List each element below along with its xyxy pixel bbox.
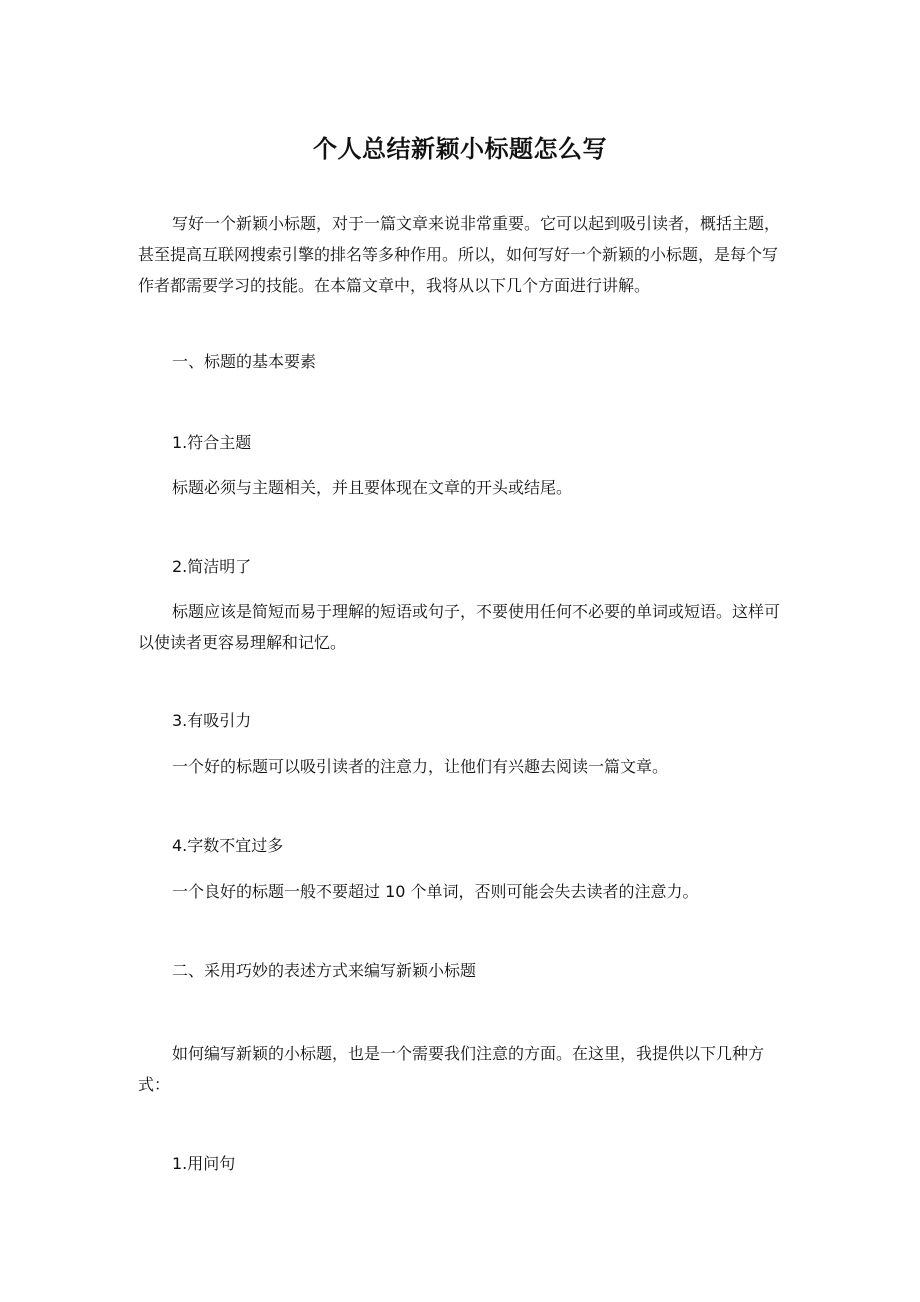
paragraph-2-intro: 如何编写新颖的小标题，也是一个需要我们注意的方面。在这里，我提供以下几种方式： (138, 1044, 765, 1094)
subheading-1-4: 4.字数不宜过多 (172, 836, 284, 855)
paragraph-1-2: 标题应该是简短而易于理解的短语或句子，不要使用任何不必要的单词或短语。这样可以使读者更容易理解和记忆。 (138, 602, 781, 652)
document-title: 个人总结新颖小标题怎么写 (313, 135, 607, 163)
subheading-1-2: 2.简洁明了 (172, 557, 252, 576)
section-heading-1: 一、标题的基本要素 (172, 352, 317, 371)
paragraph-1-3: 一个好的标题可以吸引读者的注意力，让他们有兴趣去阅读一篇文章。 (172, 757, 669, 776)
subheading-1-3: 3.有吸引力 (172, 711, 252, 730)
paragraph-1-1: 标题必须与主题相关，并且要体现在文章的开头或结尾。 (172, 478, 573, 497)
section-heading-2: 二、采用巧妙的表述方式来编写新颖小标题 (172, 961, 477, 980)
subheading-1-1: 1.符合主题 (172, 433, 252, 452)
paragraph-1-4: 一个良好的标题一般不要超过 10 个单词，否则可能会失去读者的注意力。 (172, 882, 699, 901)
intro-paragraph: 写好一个新颖小标题，对于一篇文章来说非常重要。它可以起到吸引读者，概括主题，甚至提高互联网搜索引擎的排名等多种作用。所以，如何写好一个新颖的小标题，是每个写作者都需要学习的技能。在本篇文章中，我将从以下几个方面进行讲解。 (138, 214, 781, 295)
subheading-2-1: 1.用问句 (172, 1154, 236, 1173)
